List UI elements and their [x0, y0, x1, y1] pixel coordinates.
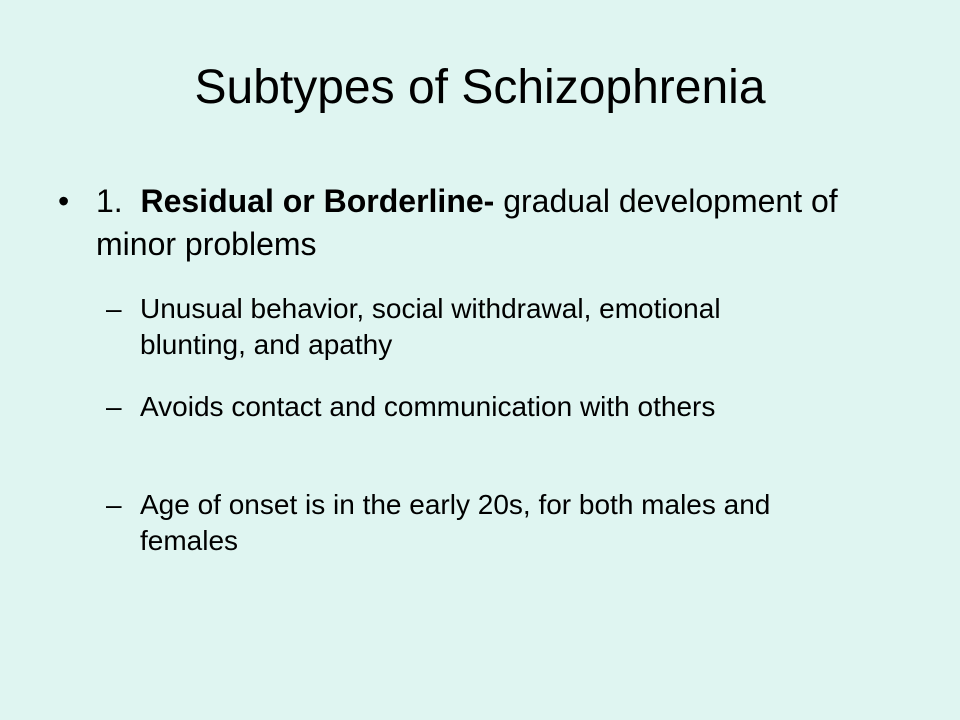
- bullet-marker: •: [58, 183, 70, 219]
- bullet-text: [96, 180, 838, 266]
- bullet-description: gradual development of minor problems: [96, 183, 838, 262]
- sub-bullet-marker: –: [106, 391, 122, 422]
- sub-bullet-marker: –: [106, 293, 122, 324]
- sub-bullet-text: Avoids contact and communication with others: [140, 391, 716, 422]
- sub-bullet-text: Age of onset is in the early 20s, for both males and females: [140, 489, 771, 556]
- sub-bullet-text: Unusual behavior, social withdrawal, emotional blunting, and apathy: [140, 293, 721, 360]
- slide-title: Subtypes of Schizophrenia: [194, 61, 766, 114]
- sub-bullet-marker: –: [106, 489, 122, 520]
- bullet-term: Residual or Borderline-: [140, 183, 495, 219]
- bullet-number: 1.: [96, 183, 123, 219]
